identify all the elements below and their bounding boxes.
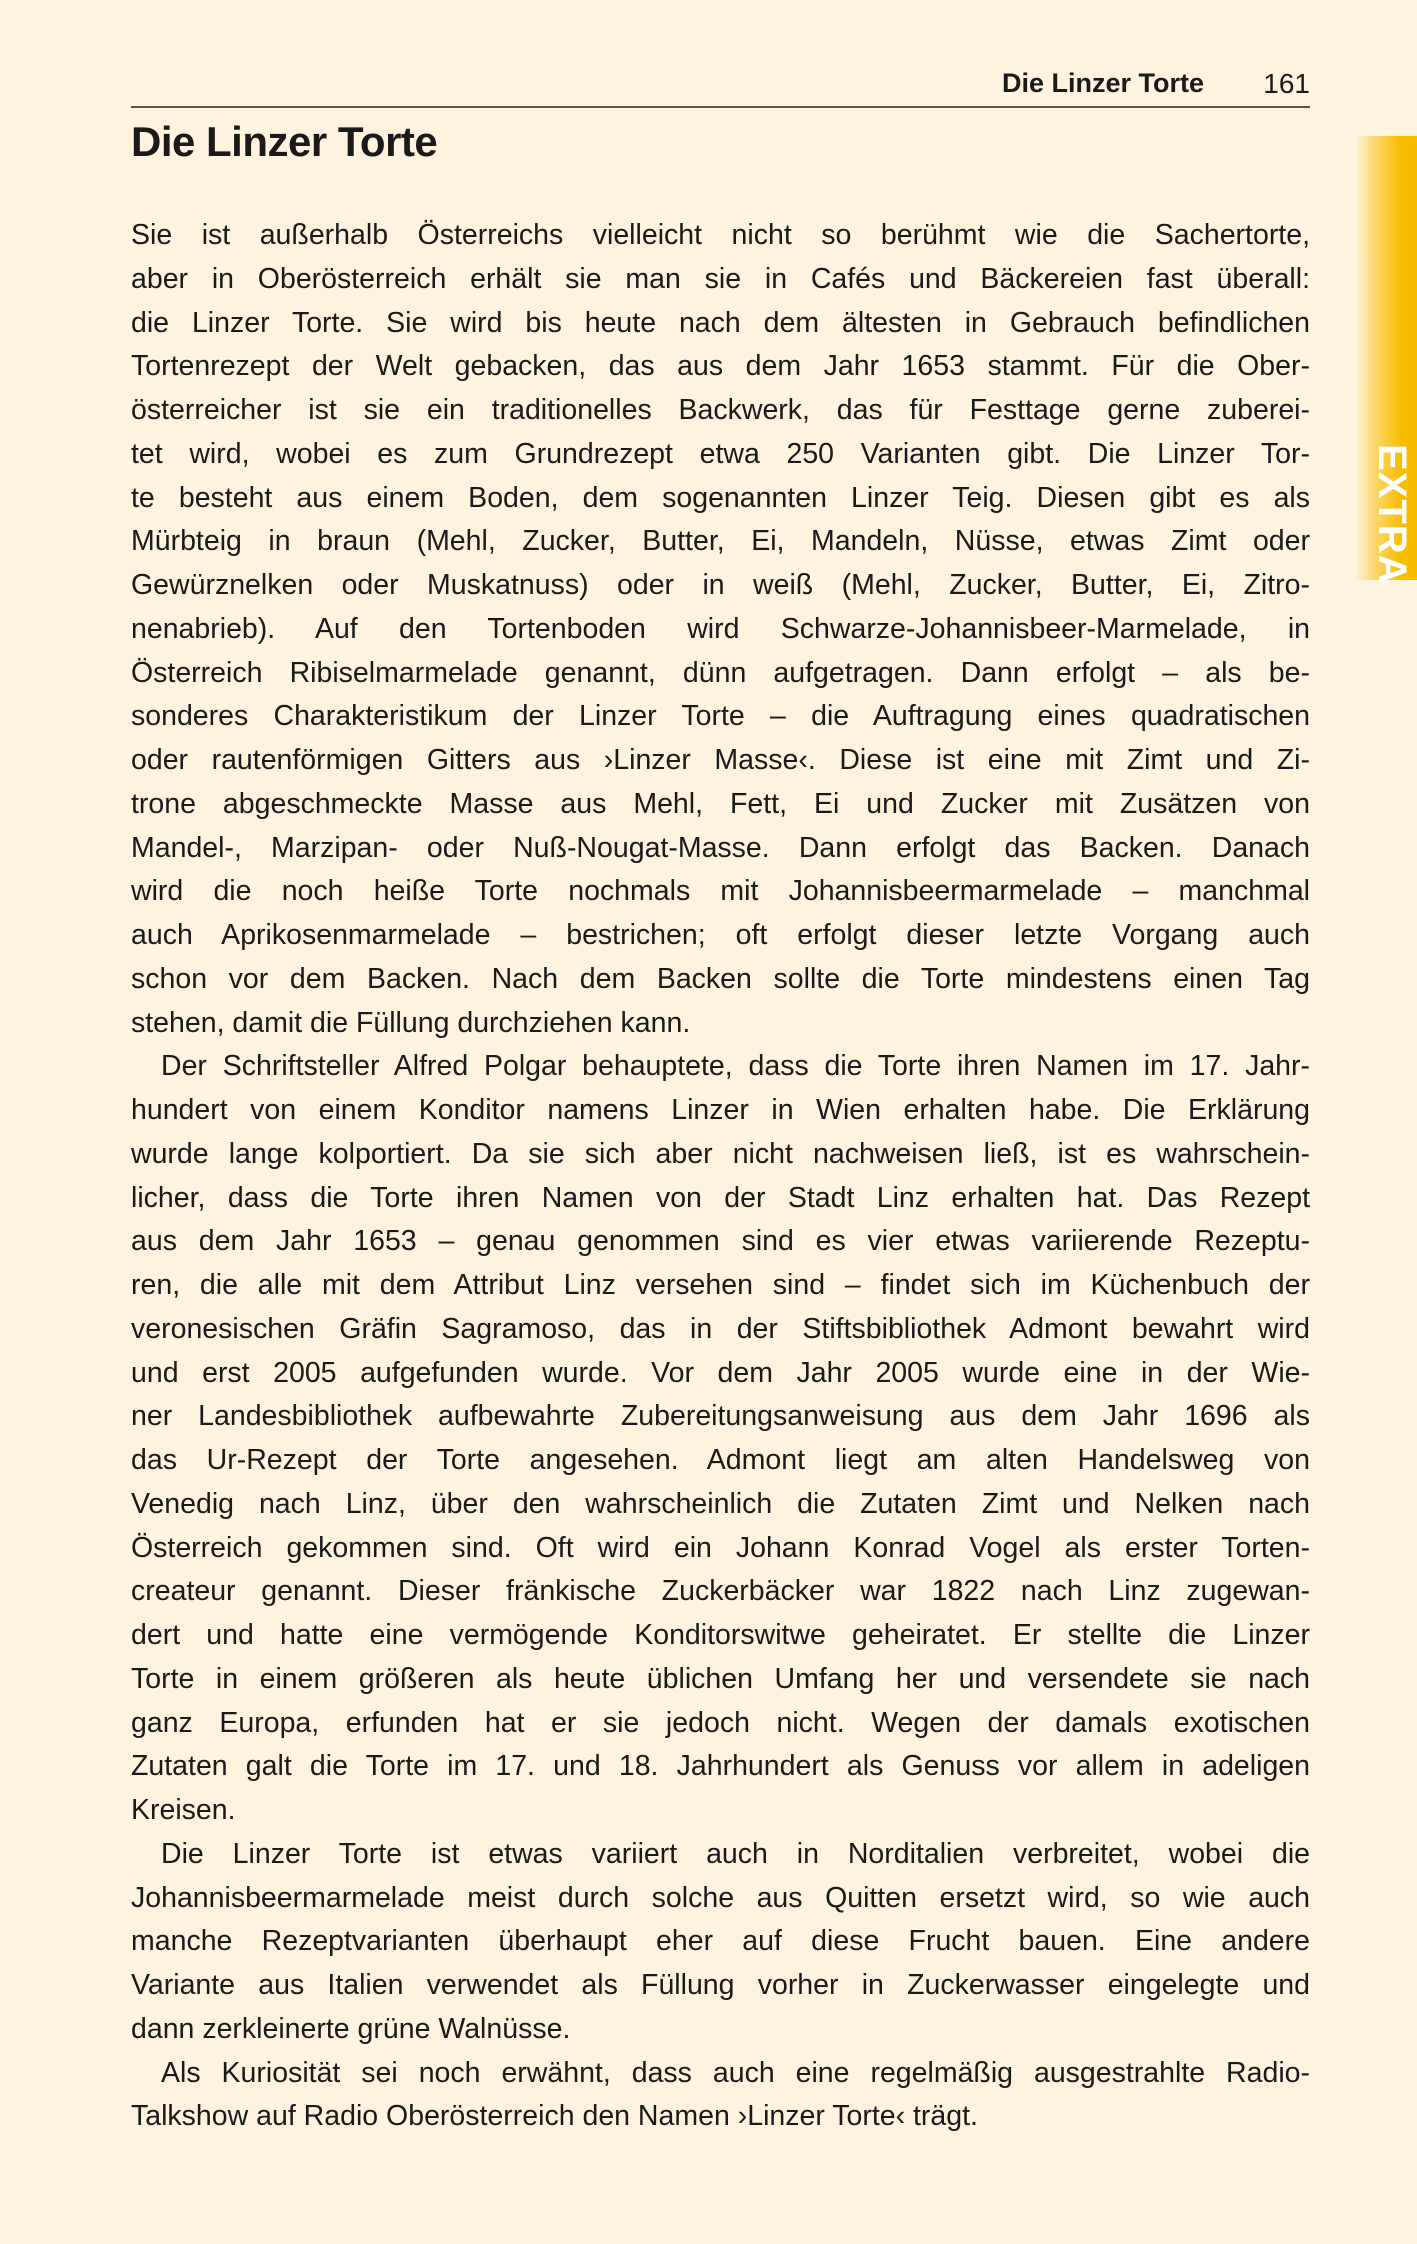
paragraph-line: ganz Europa, erfunden hat er sie jedoch nicht. Wegen der damals exotischen <box>131 1706 1310 1739</box>
paragraph-line: Torte in einem größeren als heute üblichen Umfang her und versendete sie nach <box>131 1662 1310 1695</box>
paragraph-line: tet wird, wobei es zum Grundrezept etwa 250 Varianten gibt. Die Linzer Tor- <box>131 437 1310 470</box>
paragraph-line: ren, die alle mit dem Attribut Linz versehen sind – findet sich im Küchenbuch der <box>131 1269 1310 1301</box>
paragraph-line: Gewürznelken oder Muskatnuss) oder in weiß (Mehl, Zucker, Butter, Ei, Zitro- <box>131 569 1310 601</box>
paragraph-line: österreicher ist sie ein traditionelles Backwerk, das für Festtage gerne zuberei- <box>131 394 1310 426</box>
paragraph-line: Talkshow auf Radio Oberösterreich den Namen ›Linzer Torte‹ trägt. <box>131 2100 978 2133</box>
paragraph-line: licher, dass die Torte ihren Namen von der Stadt Linz erhalten hat. Das Rezept <box>131 1181 1310 1214</box>
paragraph-line: schon vor dem Backen. Nach dem Backen sollte die Torte mindestens einen Tag <box>131 962 1310 995</box>
paragraph-line: auch Aprikosenmarmelade – bestrichen; oft erfolgt dieser letzte Vorgang auch <box>131 919 1310 951</box>
paragraph-line: Variante aus Italien verwendet als Füllung vorher in Zuckerwasser eingelegte und <box>131 1969 1310 2001</box>
paragraph-line: aber in Oberösterreich erhält sie man sie in Cafés und Bäckereien fast überall: <box>131 262 1310 295</box>
paragraph-line: Als Kuriosität sei noch erwähnt, dass auch eine regelmäßig ausgestrahlte Radio- <box>161 2056 1310 2089</box>
paragraph-line: manche Rezeptvarianten überhaupt eher auf diese Frucht bauen. Eine andere <box>131 1925 1310 1958</box>
paragraph-line: aus dem Jahr 1653 – genau genommen sind es vier etwas variierende Rezeptu- <box>131 1225 1310 1258</box>
paragraph-line: Sie ist außerhalb Österreichs vielleicht nicht so berühmt wie die Sachertorte, <box>131 219 1310 251</box>
paragraph-line: nenabrieb). Auf den Tortenboden wird Schwarze-Johannisbeer-Marmelade, in <box>131 612 1310 645</box>
page-title: Die Linzer Torte <box>131 118 438 165</box>
paragraph-line: Zutaten galt die Torte im 17. und 18. Jahrhundert als Genuss vor allem in adeligen <box>131 1750 1310 1783</box>
paragraph-line: createur genannt. Dieser fränkische Zuckerbäcker war 1822 nach Linz zugewan- <box>131 1575 1310 1608</box>
paragraph-line: dert und hatte eine vermögende Konditorswitwe geheiratet. Er stellte die Linzer <box>131 1619 1310 1651</box>
running-header <box>131 66 1310 108</box>
paragraph-line: die Linzer Torte. Sie wird bis heute nach dem ältesten in Gebrauch befindlichen <box>131 306 1310 339</box>
paragraph-line: ner Landesbibliothek aufbewahrte Zubereitungsanweisung aus dem Jahr 1696 als <box>131 1400 1310 1433</box>
paragraph-line: Mürbteig in braun (Mehl, Zucker, Butter, Ei, Mandeln, Nüsse, etwas Zimt oder <box>131 525 1310 558</box>
paragraph-line: trone abgeschmeckte Masse aus Mehl, Fett, Ei und Zucker mit Zusätzen von <box>131 787 1310 820</box>
paragraph-line: Tortenrezept der Welt gebacken, das aus dem Jahr 1653 stammt. Für die Ober- <box>131 350 1310 383</box>
paragraph-line: Die Linzer Torte ist etwas variiert auch in Norditalien verbreitet, wobei die <box>161 1837 1310 1870</box>
paragraph-line: Der Schriftsteller Alfred Polgar behauptete, dass die Torte ihren Namen im 17. Jahr- <box>161 1050 1310 1083</box>
paragraph-line: Österreich gekommen sind. Oft wird ein Johann Konrad Vogel als erster Torten- <box>131 1531 1310 1564</box>
paragraph-line: Kreisen. <box>131 1794 236 1826</box>
paragraph-line: dann zerkleinerte grüne Walnüsse. <box>131 2012 571 2045</box>
paragraph-line: te besteht aus einem Boden, dem sogenannten Linzer Teig. Diesen gibt es als <box>131 481 1310 514</box>
paragraph-line: Johannisbeermarmelade meist durch solche aus Quitten ersetzt wird, so wie auch <box>131 1881 1310 1914</box>
paragraph-line: und erst 2005 aufgefunden wurde. Vor dem Jahr 2005 wurde eine in der Wie- <box>131 1356 1310 1389</box>
running-title: Die Linzer Torte <box>1001 68 1204 98</box>
paragraph-line: hundert von einem Konditor namens Linzer in Wien erhalten habe. Die Erklärung <box>131 1094 1310 1126</box>
article-body <box>131 214 1310 2139</box>
paragraph-line: wird die noch heiße Torte nochmals mit Johannisbeermarmelade – manchmal <box>131 875 1310 908</box>
paragraph-line: stehen, damit die Füllung durchziehen kann. <box>131 1006 691 1039</box>
paragraph-line: Österreich Ribiselmarmelade genannt, dünn aufgetragen. Dann erfolgt – als be- <box>131 656 1310 689</box>
paragraph-line: Venedig nach Linz, über den wahrscheinlich die Zutaten Zimt und Nelken nach <box>131 1487 1310 1520</box>
section-tab-extra <box>1355 136 1417 585</box>
paragraph-line: das Ur-Rezept der Torte angesehen. Admont liegt am alten Handelsweg von <box>131 1444 1310 1476</box>
paragraph-line: wurde lange kolportiert. Da sie sich aber nicht nachweisen ließ, ist es wahrschein- <box>131 1137 1310 1170</box>
paragraph-line: sonderes Charakteristikum der Linzer Torte – die Auftragung eines quadratischen <box>131 700 1310 733</box>
paragraph-line: veronesischen Gräfin Sagramoso, das in der Stiftsbibliothek Admont bewahrt wird <box>131 1312 1310 1345</box>
paragraph-line: Mandel-, Marzipan- oder Nuß-Nougat-Masse. Dann erfolgt das Backen. Danach <box>131 831 1310 864</box>
paragraph-line: oder rautenförmigen Gitters aus ›Linzer Masse‹. Diese ist eine mit Zimt und Zi- <box>131 744 1310 776</box>
section-tab-label: EXTRA <box>1370 444 1414 585</box>
page-number: 161 <box>1263 68 1310 99</box>
